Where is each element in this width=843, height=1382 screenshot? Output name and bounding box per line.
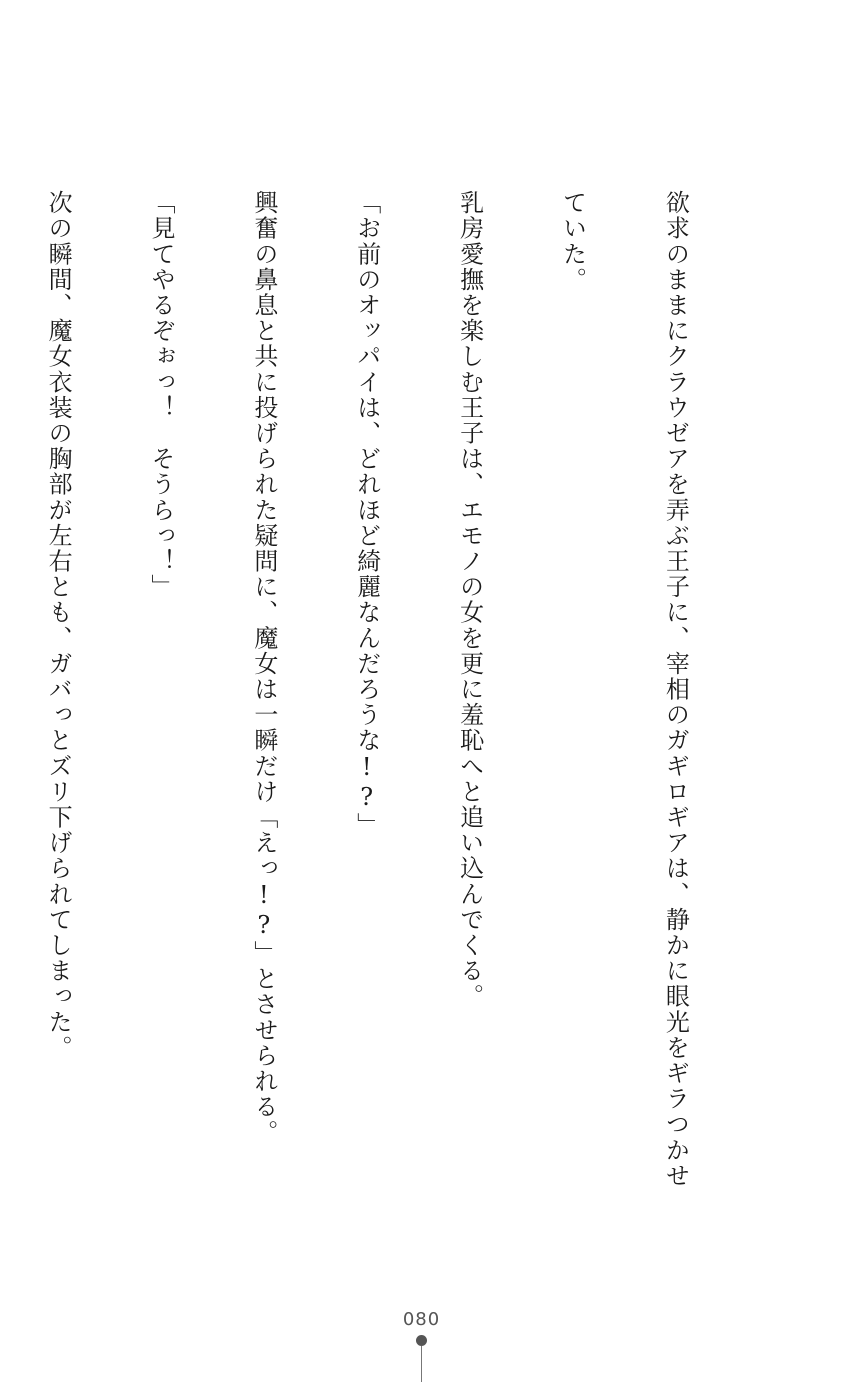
text-line: 興奮の鼻息と共に投げられた疑問に、魔女は一瞬だけ「えっ!?」とさせられる。: [249, 190, 278, 1146]
vertical-body-text: [0, 190, 761, 1189]
page-marker-line: [421, 1346, 422, 1382]
page-footer: [0, 1310, 843, 1382]
text-line: 欲求のままにクラウゼアを弄ぶ王子に、宰相のガギロギアは、静かに眼光をギラつかせ: [661, 190, 690, 1189]
page-marker-dot: [416, 1335, 427, 1346]
text-line: 「お前のオッパイは、どれほど綺麗なんだろうな!?」: [352, 190, 381, 838]
text-line: 「見てやるぞぉっ！ そうらっ！」: [146, 190, 175, 600]
text-line: 次の瞬間、魔女衣装の胸部が左右とも、ガバっとズリ下げられてしまった。: [44, 190, 73, 1061]
text-line: 乳房愛撫を楽しむ王子は、エモノの女を更に羞恥へと追い込んでくる。: [455, 190, 484, 1010]
text-line: ていた。: [558, 190, 587, 293]
page-number: 080: [402, 1309, 441, 1330]
